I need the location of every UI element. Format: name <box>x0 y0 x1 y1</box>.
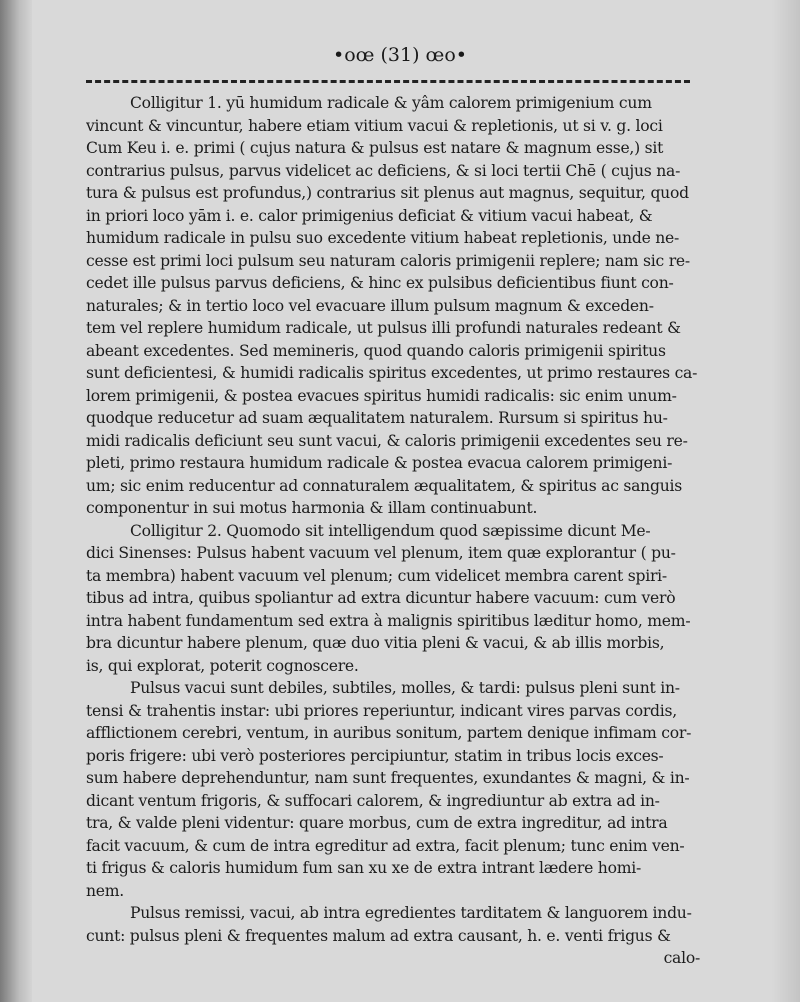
text-line: dici Sinenses: Pulsus habent vacuum vel plenum, item quæ explorantur ( pu- <box>86 544 676 562</box>
text-line: sunt deficientesi, & humidi radicalis spiritus excedentes, ut primo restaures ca- <box>86 364 698 382</box>
text-line: tem vel replere humidum radicale, ut pulsus illi profundi naturales redeant & <box>86 319 681 337</box>
text-line: afflictionem cerebri, ventum, in auribus sonitum, partem denique infimam cor- <box>86 724 692 742</box>
text-line: ti frigus & caloris humidum fum san xu xe de extra intrant lædere homi- <box>86 859 642 877</box>
text-line: Pulsus remissi, vacui, ab intra egredientes tarditatem & languorem indu- <box>130 904 692 922</box>
text-line: poris frigere: ubi verò posteriores percipiuntur, statim in tribus locis exces- <box>86 746 664 765</box>
text-line: um; sic enim reducentur ad connaturalem æqualitatem, & spiritus ac sanguis <box>86 476 682 495</box>
page-left-edge-shadow <box>0 0 32 1002</box>
text-line: sum habere deprehenduntur, nam sunt frequentes, exundantes & magni, & in- <box>86 769 690 787</box>
text-line: dicant ventum frigoris, & suffocari calorem, & ingrediuntur ab extra ad in- <box>86 791 660 810</box>
text-line: Colligitur 1. yū humidum radicale & yâm calorem primigenium cum <box>130 94 652 112</box>
text-line: naturales; & in tertio loco vel evacuare illum pulsum magnum & exceden- <box>86 296 654 315</box>
text-line: Pulsus vacui sunt debiles, subtiles, molles, & tardi: pulsus pleni sunt in- <box>130 679 680 697</box>
text-line: tibus ad intra, quibus spoliantur ad extra dicuntur habere vacuum: cum verò <box>86 589 676 607</box>
text-line: nem. <box>86 881 125 900</box>
text-line: bra dicuntur habere plenum, quæ duo vitia pleni & vacui, & ab illis morbis, <box>86 634 665 652</box>
text-line: abeant excedentes. Sed memineris, quod quando caloris primigenii spiritus <box>86 341 666 360</box>
text-line: quodque reducetur ad suam æqualitatem naturalem. Rursum si spiritus hu- <box>86 409 668 427</box>
text-line: vincunt & vincuntur, habere etiam vitium vacui & repletionis, ut si v. g. loci <box>86 116 663 135</box>
header-rule <box>86 80 690 83</box>
page-body-text <box>86 92 700 970</box>
text-line: Colligitur 2. Quomodo sit intelligendum quod sæpissime dicunt Me- <box>130 521 651 540</box>
text-line: Cum Keu i. e. primi ( cujus natura & pulsus est natare & magnum esse,) sit <box>86 139 664 157</box>
text-line: ta membra) habent vacuum vel plenum; cum videlicet membra carent spiri- <box>86 566 667 585</box>
catchword: calo- <box>663 949 700 967</box>
page-right-edge <box>772 0 800 1002</box>
text-line: cesse est primi loci pulsum seu naturam caloris primigenii replere; nam sic re- <box>86 251 690 270</box>
text-line: cunt: pulsus pleni & frequentes malum ad extra causant, h. e. venti frigus & <box>86 926 671 945</box>
text-line: facit vacuum, & cum de intra egreditur ad extra, facit plenum; tunc enim ven- <box>86 836 685 855</box>
text-line: pleti, primo restaura humidum radicale & postea evacua calorem primigeni- <box>86 454 673 472</box>
text-line: tura & pulsus est profundus,) contrarius sit plenus aut magnus, sequitur, quod <box>86 184 689 202</box>
text-line: componentur in sui motus harmonia & illam continuabunt. <box>86 499 538 517</box>
page-header: •oœ (31) œo• <box>333 44 467 66</box>
text-line: in priori loco yām i. e. calor primigenius deficiat & vitium vacui habeat, & <box>86 206 653 225</box>
text-line: contrarius pulsus, parvus videlicet ac deficiens, & si loci tertii Chē ( cujus na- <box>86 161 681 180</box>
text-line: intra habent fundamentum sed extra à malignis spiritibus læditur homo, mem- <box>86 611 691 630</box>
text-line: cedet ille pulsus parvus deficiens, & hinc ex pulsibus deficientibus fiunt con- <box>86 274 674 292</box>
text-line: lorem primigenii, & postea evacues spiritus humidi radicalis: sic enim unum- <box>86 386 677 405</box>
text-line: tensi & trahentis instar: ubi priores reperiuntur, indicant vires parvas cordis, <box>86 701 677 720</box>
text-line: humidum radicale in pulsu suo excedente vitium habeat repletionis, unde ne- <box>86 229 680 247</box>
text-line: is, qui explorat, poterit cognoscere. <box>86 656 359 675</box>
text-line: midi radicalis deficiunt seu sunt vacui, & caloris primigenii excedentes seu re- <box>86 431 688 450</box>
text-line: tra, & valde pleni videntur: quare morbus, cum de extra ingreditur, ad intra <box>86 814 668 832</box>
